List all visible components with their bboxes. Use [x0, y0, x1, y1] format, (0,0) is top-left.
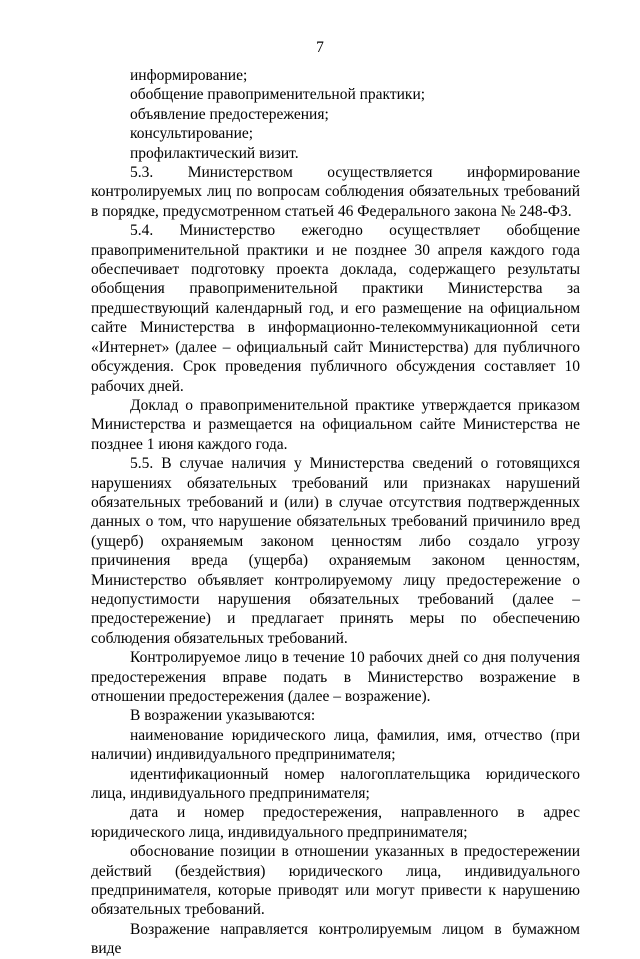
paragraph-objection-contents: В возражении указываются: [130, 707, 316, 725]
list-item-generalization: обобщение правоприменительной практики; [130, 86, 426, 104]
paragraph-5-5: 5.5. В случае наличия у Министерства сведений о готовящихся нарушениях обязательных требований или признаках нарушений обязательных требований и (или) в случае отсутствия подтвержденных данных о том, что нарушение обязательных требований причинило вред (ущерб) охраняемым законом ценностям либо создало угрозу причинения вреда (ущерба) охраняемым законом ценностям, Министерство объявляет контролируемому лицу предостережение о недопустимости нарушения обязательных требований (далее – предостережение) и предлагает принять меры по обеспечению соблюдения обязательных требований. [91, 455, 580, 647]
page-number: 7 [316, 39, 324, 56]
paragraph-5-4: 5.4. Министерство ежегодно осуществляет обобщение правоприменительной практики и не позднее 30 апреля каждого года обеспечивает подготовку проекта доклада, содержащего результаты обобщения правоприменительной практики Министерства за предшествующий календарный год, и его размещение на официальном сайте Министерства в информационно-телекоммуникационной сети «Интернет» (далее – официальный сайт Министерства) для публичного обсуждения. Срок проведения публичного обсуждения составляет 10 рабочих дней. [91, 222, 580, 395]
document-body [91, 66, 580, 959]
paragraph-objection-submission: Возражение направляется контролируемым лицом в бумажном виде [91, 920, 580, 958]
objection-item-name: наименование юридического лица, фамилия, имя, отчество (при наличии) индивидуального предпринимателя; [91, 726, 580, 764]
list-item-preventive-visit: профилактический визит. [130, 144, 299, 162]
paragraph-report-approval: Доклад о правоприменительной практике утверждается приказом Министерства и размещается на официальном сайте Министерства не позднее 1 июня каждого года. [91, 396, 580, 453]
objection-item-inn: идентификационный номер налогоплательщика юридического лица, индивидуального предпринимателя; [91, 765, 580, 803]
paragraph-objection-right: Контролируемое лицо в течение 10 рабочих дней со дня получения предостережения вправе подать в Министерство возражение в отношении предостережения (далее – возражение). [91, 649, 580, 705]
paragraph-5-3: 5.3. Министерством осуществляется информирование контролируемых лиц по вопросам соблюдения обязательных требований в порядке, предусмотренном статьей 46 Федерального закона № 248-ФЗ. [91, 164, 580, 220]
list-item-informing: информирование; [130, 67, 248, 84]
objection-item-date-number: дата и номер предостережения, направленного в адрес юридического лица, индивидуального предпринимателя; [91, 804, 580, 841]
objection-item-justification: обоснование позиции в отношении указанных в предостережении действий (бездействия) юридического лица, индивидуального предпринимателя, которые приводят или могут привести к нарушению обязательных требований. [91, 843, 580, 919]
list-item-warning: объявление предостережения; [130, 105, 329, 123]
list-item-consulting: консультирование; [130, 125, 254, 143]
